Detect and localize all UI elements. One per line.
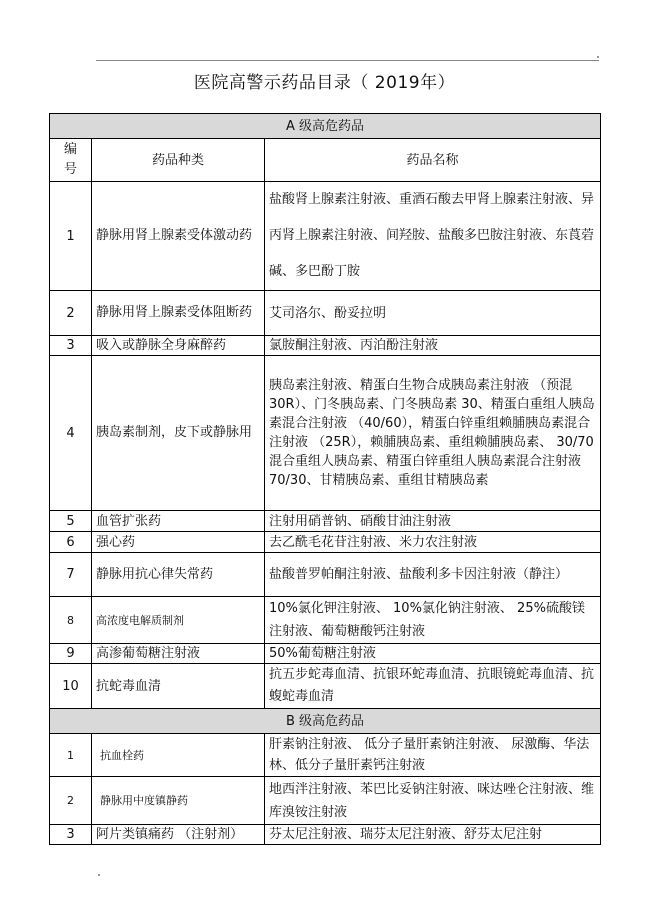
table-row <box>50 597 601 644</box>
drug-table <box>49 113 601 845</box>
row-category: 高渗葡萄糖注射液 <box>92 644 265 664</box>
header-number: 编号 <box>50 139 92 182</box>
row-category: 抗血栓药 <box>92 734 265 777</box>
row-category: 静脉用中度镇静药 <box>92 777 265 825</box>
table-row <box>50 644 601 664</box>
row-number: 1 <box>50 182 92 291</box>
section-b-title: B 级高危药品 <box>50 709 601 734</box>
row-number: 9 <box>50 644 92 664</box>
table-row <box>50 336 601 356</box>
scan-dot <box>98 874 100 876</box>
row-names: 50%葡萄糖注射液 <box>265 644 601 664</box>
section-row <box>50 114 601 139</box>
row-category: 吸入或静脉全身麻醉药 <box>92 336 265 356</box>
table-row <box>50 356 601 511</box>
table-row <box>50 532 601 553</box>
section-a-title: A 级高危药品 <box>50 114 601 139</box>
row-number: 2 <box>50 291 92 336</box>
row-category: 强心药 <box>92 532 265 553</box>
row-number: 4 <box>50 356 92 511</box>
row-names: 艾司洛尔、酚妥拉明 <box>265 291 601 336</box>
row-names: 注射用硝普钠、硝酸甘油注射液 <box>265 511 601 532</box>
row-number: 6 <box>50 532 92 553</box>
row-names: 10%氯化钾注射液、 10%氯化钠注射液、 25%硫酸镁注射液、葡萄糖酸钙注射液 <box>265 597 601 644</box>
row-names: 盐酸普罗帕酮注射液、盐酸利多卡因注射液（静注） <box>265 553 601 597</box>
row-names: 氯胺酮注射液、丙泊酚注射液 <box>265 336 601 356</box>
row-category: 静脉用肾上腺素受体阻断药 <box>92 291 265 336</box>
header-category: 药品种类 <box>92 139 265 182</box>
row-number: 2 <box>50 777 92 825</box>
page-title: 医院高警示药品目录（ 2019年） <box>193 73 456 93</box>
row-number: 3 <box>50 825 92 845</box>
row-category: 抗蛇毒血清 <box>92 664 265 709</box>
scan-dot <box>597 56 599 58</box>
row-category: 静脉用肾上腺素受体激动药 <box>92 182 265 291</box>
table-row <box>50 664 601 709</box>
row-names: 去乙酰毛花苷注射液、米力农注射液 <box>265 532 601 553</box>
row-names: 胰岛素注射液、精蛋白生物合成胰岛素注射液 （预混 30R）、门冬胰岛素、门冬胰岛素 30、精蛋白重组人胰岛素混合注射液 （40/60），精蛋白锌重组赖脯胰岛素混合注射液 （25R），赖脯胰岛素、重组赖脯胰岛素、 30/70 混合重组人胰岛素、精蛋白锌重组人胰岛素混合注射液 70/30、甘精胰岛素、重组甘精胰岛素 <box>265 356 601 511</box>
row-names: 盐酸肾上腺素注射液、重酒石酸去甲肾上腺素注射液、异丙肾上腺素注射液、间羟胺、盐酸多巴胺注射液、东莨菪碱、多巴酚丁胺 <box>265 182 601 291</box>
header-name: 药品名称 <box>265 139 601 182</box>
table-row <box>50 511 601 532</box>
table-row <box>50 553 601 597</box>
row-names: 肝素钠注射液、 低分子量肝素钠注射液、 尿激酶、华法林、低分子量肝素钙注射液 <box>265 734 601 777</box>
row-category: 静脉用抗心律失常药 <box>92 553 265 597</box>
table-row <box>50 825 601 845</box>
row-category: 胰岛素制剂，皮下或静脉用 <box>92 356 265 511</box>
row-number: 3 <box>50 336 92 356</box>
row-number: 10 <box>50 664 92 709</box>
row-number: 7 <box>50 553 92 597</box>
row-names: 地西泮注射液、苯巴比妥钠注射液、咪达唑仑注射液、维库溴铵注射液 <box>265 777 601 825</box>
table-row <box>50 291 601 336</box>
header-rule <box>96 60 599 61</box>
row-category: 高浓度电解质制剂 <box>92 597 265 644</box>
section-row <box>50 709 601 734</box>
row-number: 8 <box>50 597 92 644</box>
table-row <box>50 182 601 291</box>
row-names: 抗五步蛇毒血清、抗银环蛇毒血清、抗眼镜蛇毒血清、抗蝮蛇毒血清 <box>265 664 601 709</box>
header-row <box>50 139 601 182</box>
row-category: 血管扩张药 <box>92 511 265 532</box>
row-number: 5 <box>50 511 92 532</box>
row-number: 1 <box>50 734 92 777</box>
row-names: 芬太尼注射液、瑞芬太尼注射液、舒芬太尼注射 <box>265 825 601 845</box>
table-row <box>50 777 601 825</box>
row-category: 阿片类镇痛药 （注射剂） <box>92 825 265 845</box>
table-row <box>50 734 601 777</box>
